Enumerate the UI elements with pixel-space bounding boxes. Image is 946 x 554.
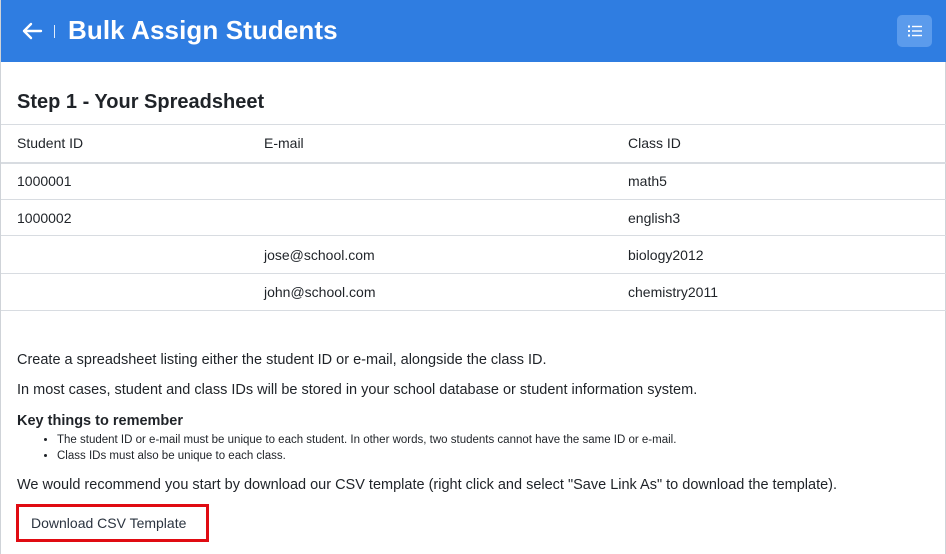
arrow-left-icon	[21, 22, 43, 40]
cell-class-id: math5	[628, 173, 667, 190]
cell-email	[248, 200, 612, 236]
info-paragraph: In most cases, student and class IDs will be stored in your school database or student information system.	[17, 382, 698, 398]
column-header-email: E-mail	[264, 135, 304, 152]
table-row	[1, 236, 946, 274]
menu-button[interactable]	[897, 15, 932, 47]
cell-class-id: english3	[628, 209, 681, 226]
page-title: Bulk Assign Students	[68, 15, 338, 45]
list-icon	[908, 25, 922, 37]
table-row	[1, 163, 946, 200]
header-separator	[54, 25, 55, 38]
cell-class-id: biology2012	[628, 246, 704, 263]
key-things-list	[39, 432, 676, 464]
spreadsheet-example-table	[1, 124, 946, 311]
cell-email: jose@school.com	[264, 246, 375, 263]
key-things-heading: Key things to remember	[17, 413, 183, 429]
cell-student-id: 1000001	[17, 173, 72, 190]
cell-email: john@school.com	[264, 284, 376, 300]
list-item: • The student ID or e-mail must be unique to each student. In other words, two students cannot have the same ID or e-mail.	[57, 432, 676, 448]
download-csv-template-link[interactable]: Download CSV Template	[16, 504, 209, 542]
instruction-paragraph: Create a spreadsheet listing either the student ID or e-mail, alongside the class ID.	[17, 352, 547, 368]
table-row	[1, 200, 946, 236]
table-row	[1, 274, 946, 311]
table-header-row	[1, 125, 946, 163]
step-title: Step 1 - Your Spreadsheet	[17, 91, 265, 113]
cell-student-id: 1000002	[17, 209, 72, 226]
cell-email	[248, 163, 612, 200]
cell-class-id: chemistry2011	[628, 284, 719, 300]
cell-student-id	[1, 236, 248, 274]
back-button[interactable]	[19, 19, 45, 43]
app-header	[1, 0, 946, 62]
recommendation-paragraph: We would recommend you start by download our CSV template (right click and select "Save Link As" to download the template).	[17, 477, 838, 493]
column-header-class-id: Class ID	[628, 135, 681, 152]
list-item: • Class IDs must also be unique to each class.	[57, 448, 676, 464]
column-header-student-id: Student ID	[17, 135, 84, 152]
cell-student-id	[1, 274, 248, 311]
